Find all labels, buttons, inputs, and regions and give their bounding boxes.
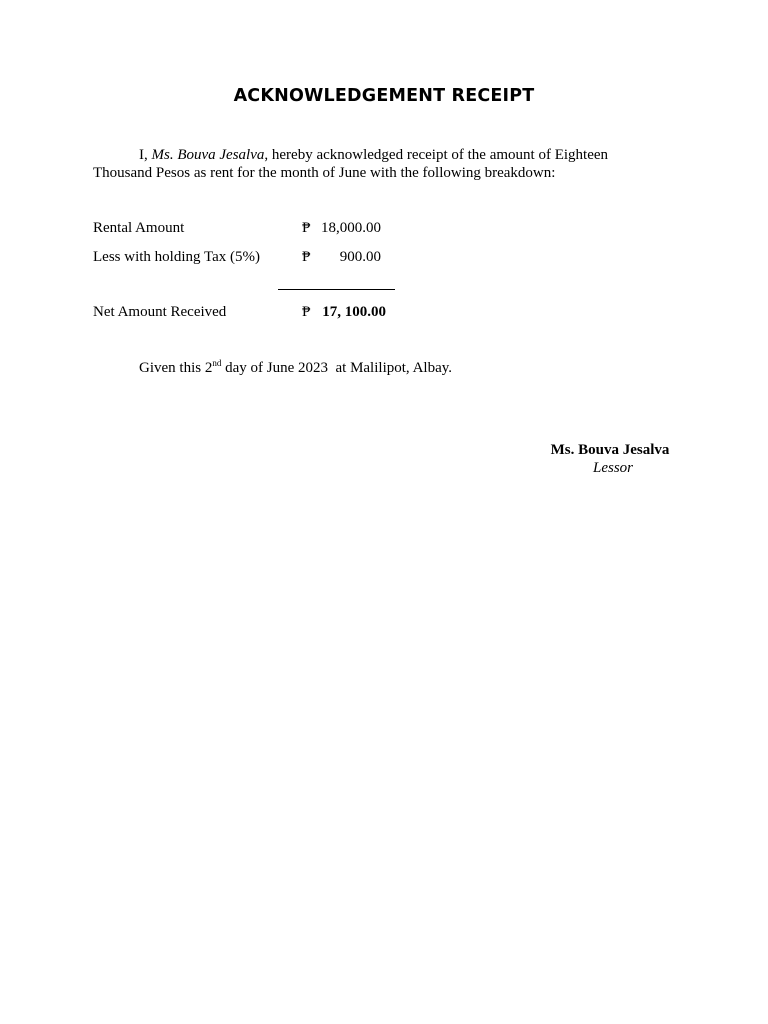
rental-amount-label: Rental Amount: [93, 220, 185, 236]
peso-sign-icon: ₱: [302, 220, 311, 236]
given-date-line: [139, 358, 452, 378]
peso-sign-icon: ₱: [302, 304, 311, 320]
withholding-tax-value: 900.00: [339, 249, 381, 265]
intro-prefix: I,: [139, 147, 152, 163]
ordinal-suffix: nd: [212, 358, 222, 368]
document-title: ACKNOWLEDGEMENT RECEIPT: [233, 86, 535, 106]
net-amount-value: 17, 100.00: [322, 304, 386, 320]
intro-paragraph: [93, 146, 653, 182]
withholding-tax-label: Less with holding Tax (5%): [93, 249, 260, 265]
given-prefix: Given this 2: [139, 360, 213, 376]
lessor-name-inline: Ms. Bouva Jesalva: [151, 147, 265, 163]
signatory-role: Lessor: [592, 460, 633, 476]
net-amount-label: Net Amount Received: [93, 304, 227, 320]
total-divider: [278, 289, 395, 290]
signatory-name: Ms. Bouva Jesalva: [550, 442, 670, 458]
peso-sign-icon: ₱: [302, 249, 311, 265]
intro-text: , hereby acknowledged receipt of the amount of Eighteen Thousand Pesos as rent for the month of June with the following breakdown:: [93, 147, 609, 181]
given-rest: day of June 2023 at Malilipot, Albay.: [221, 360, 453, 376]
rental-amount-value: 18,000.00: [321, 220, 381, 236]
